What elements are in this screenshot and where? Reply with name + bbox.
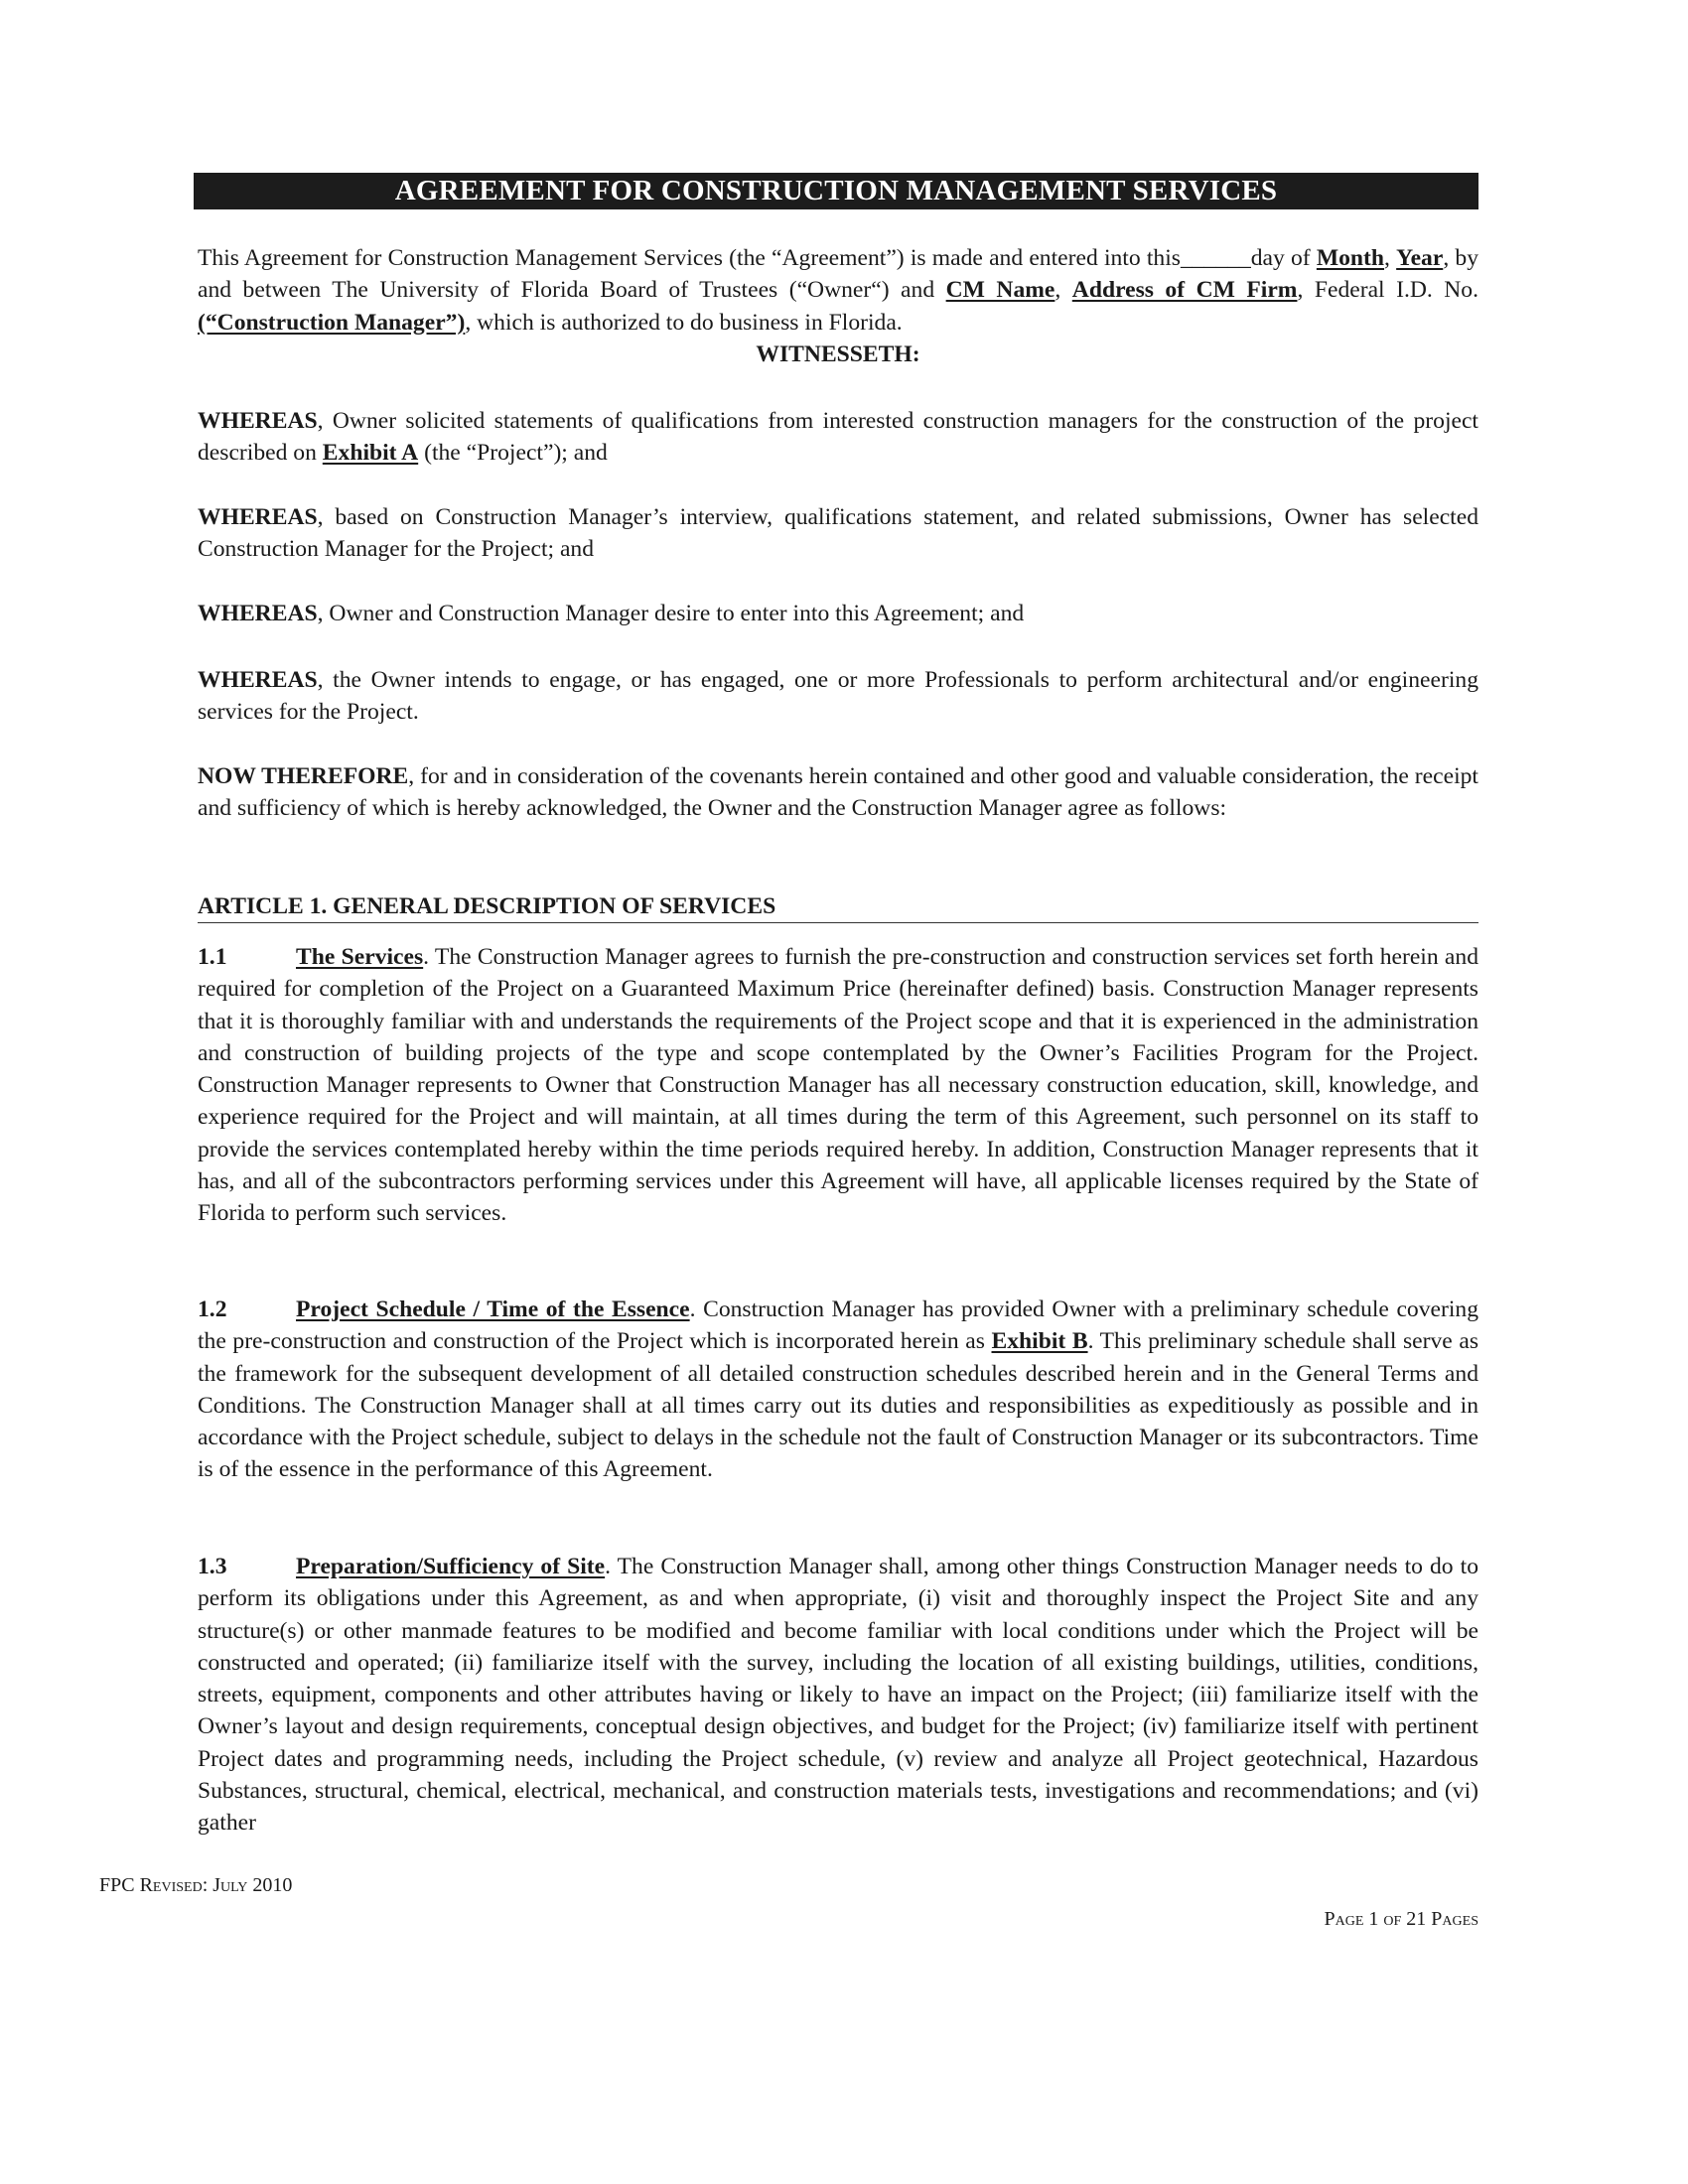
underlined-term: CM Name (945, 277, 1055, 304)
text-run: , (1384, 245, 1397, 271)
section-1-3 (198, 1551, 1478, 1840)
text-run: . Construction Manager has provided Owner with a preliminary schedule covering the pre-construction and construction of the Project which is incorporated herein as (198, 1297, 1479, 1355)
underlined-term: Project Schedule / Time of the Essence (296, 1297, 690, 1322)
text-run: , based on Construction Manager’s interview, qualifications statement, and related submissions, Owner has selected Construction Manager for the Project; and (198, 504, 1478, 563)
intro-paragraph (198, 242, 1478, 339)
section-number: 1.3 (198, 1554, 227, 1579)
text-run: , for and in consideration of the covenants herein contained and other good and valuable consideration, the receipt and sufficiency of which is hereby acknowledged, the Owner and the Construction Manager agree as follows: (198, 763, 1478, 822)
text-run: . This preliminary schedule shall serve as the framework for the subsequent development of all detailed construction schedules described herein and in the General Terms and Conditions. The Construction Manager shall at all times carry out its duties and responsibilities as expeditiously as possible and in accordance with the Project schedule, subject to delays in the schedule not the fault of Construction Manager or its subcontractors. Time is of the essence in the performance of this Agreement. (198, 1328, 1478, 1483)
section-number: 1.1 (198, 944, 227, 970)
bold-term: WHEREAS (198, 504, 318, 530)
text-run: This Agreement for Construction Management Services (the “Agreement”) is made and entered into this (198, 245, 1181, 271)
footer-page-number: Page 1 of 21 Pages (1324, 1908, 1478, 1930)
text-run: . The Construction Manager shall, among other things Construction Manager needs to do to perform its obligations under this Agreement, as and when appropriate, (i) visit and thoroughly inspect the Project Site and any structure(s) or other manmade features to be modified and become familiar with local conditions under which the Project will be constructed and operated; (ii) familiarize itself with the survey, including the location of all existing buildings, utilities, conditions, streets, equipment, components and other attributes having or likely to have an impact on the Project; (iii) familiarize itself with the Owner’s layout and design requirements, conceptual design objectives, and budget for the Project; (iv) familiarize itself with pertinent Project dates and programming needs, including the Project schedule, (v) review and analyze all Project geotechnical, Hazardous Substances, structural, chemical, electrical, mechanical, and construction materials tests, investigations and recommendations; and (vi) gather (198, 1554, 1478, 1837)
text-run: . The Construction Manager agrees to furnish the pre-construction and construction services set forth herein and required for completion of the Project on a Guaranteed Maximum Price (hereinafter defined) basis. Construction Manager represents that it is thoroughly familiar with and understands the requirements of the Project scope and that it is experienced in the administration and construction of building projects of the type and scope contemplated by the Owner’s Facilities Program for the Project. Construction Manager represents to Owner that Construction Manager has all necessary construction education, skill, knowledge, and experience required for the Project and will maintain, at all times during the term of this Agreement, such personnel on its staff to provide the services contemplated hereby within the time periods required hereby. In addition, Construction Manager represents that it has, and all of the subcontractors performing services under this Agreement will have, all applicable licenses required by the State of Florida to perform such services. (198, 944, 1479, 1227)
section-1-2 (198, 1294, 1478, 1486)
text-run: , (1055, 277, 1072, 304)
bold-term: WHEREAS (198, 601, 318, 626)
underlined-term: Address of CM Firm (1071, 277, 1298, 304)
text-run: , Federal I.D. No. (1297, 277, 1479, 304)
underlined-term: The Services (296, 944, 424, 970)
footer-revised: FPC Revised: July 2010 (99, 1874, 293, 1896)
text-run: , Owner solicited statements of qualifications from interested construction managers for the construction of the project described on (198, 408, 1478, 467)
whereas-paragraph (198, 501, 1478, 566)
text-run: , the Owner intends to engage, or has engaged, one or more Professionals to perform architectural and/or engineering services for the Project. (198, 667, 1478, 726)
bold-term: WHEREAS (198, 667, 318, 693)
section-number: 1.2 (198, 1297, 227, 1322)
underlined-term: Preparation/Sufficiency of Site (296, 1554, 606, 1579)
text-run: , which is authorized to do business in Florida. (465, 309, 903, 336)
underlined-term: Exhibit B (991, 1328, 1088, 1355)
document-title: AGREEMENT FOR CONSTRUCTION MANAGEMENT SERVICES (194, 173, 1478, 209)
whereas-paragraph (198, 664, 1478, 729)
whereas-paragraph (198, 405, 1478, 470)
witnesseth-heading: WITNESSETH: (756, 341, 920, 367)
article-1-heading: ARTICLE 1. GENERAL DESCRIPTION OF SERVICES (198, 890, 1478, 923)
bold-term: WHEREAS (198, 408, 318, 434)
section-1-1 (198, 941, 1478, 1230)
now-therefore-paragraph (198, 760, 1478, 825)
text-run: , by and between The University of Florida Board of Trustees (“Owner“) and (198, 245, 1479, 304)
text-run: ______ (1180, 245, 1251, 271)
underlined-term: Exhibit A (322, 440, 419, 467)
text-run: , Owner and Construction Manager desire to enter into this Agreement; and (317, 601, 1025, 626)
underlined-term: Year (1396, 245, 1444, 271)
underlined-term: Month (1316, 245, 1385, 271)
whereas-paragraph (198, 598, 1478, 629)
bold-term: NOW THEREFORE (198, 763, 409, 789)
text-run: day of (1250, 245, 1317, 271)
underlined-term: (“Construction Manager”) (198, 309, 466, 336)
text-run: (the “Project”); and (418, 440, 608, 467)
